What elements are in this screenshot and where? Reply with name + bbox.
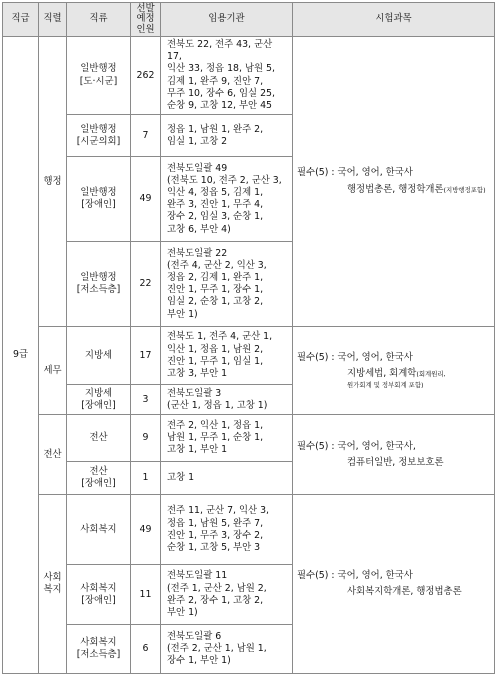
header-series: 직렬 [39,3,67,37]
table-row [3,327,495,385]
subjects-admin-note: (지방행정포함) [443,185,486,194]
header-grade: 직급 [3,3,39,37]
subjects-welfare-line1: 필수(5) : 국어, 영어, 한국사 [297,570,413,582]
subjects-welfare [293,495,495,674]
header-institutions: 임용기관 [161,3,293,37]
institutions-cell: 정읍 1, 남원 1, 완주 2, 임실 1, 고창 2 [161,115,293,157]
class-cell: 일반행정 [도·시군] [67,37,131,115]
institutions-cell: 전북도 22, 전주 43, 군산 17, 익산 33, 정읍 18, 남원 5, 김제 1, 완주 9, 진안 7, 무주 10, 장수 6, 임실 25, 순창 9, 고창 12, 부안 45 [161,37,293,115]
table-row [3,415,495,462]
header-row [3,3,495,37]
subjects-comp [293,415,495,495]
subjects-comp-line2: 컴퓨터일반, 정보보호론 [347,456,444,468]
series-admin: 행정 [39,37,67,327]
header-subjects: 시험과목 [293,3,495,37]
institutions-cell: 전주 11, 군산 7, 익산 3, 정읍 1, 남원 5, 완주 7, 진안 1, 무주 3, 장수 2, 순창 1, 고창 5, 부안 3 [161,495,293,565]
subjects-tax-line1: 필수(5) : 국어, 영어, 한국사 [297,351,413,363]
institutions-cell: 전북도일괄 11 (전주 1, 군산 2, 남원 2, 완주 2, 장수 1, 고창 2, 부안 1) [161,565,293,625]
grade-cell: 9급 [3,37,39,674]
class-cell: 전산 [장애인] [67,462,131,495]
institutions-cell: 전북도일괄 6 (전주 2, 군산 1, 남원 1, 장수 1, 부안 1) [161,625,293,674]
header-class: 직류 [67,3,131,37]
subjects-tax [293,327,495,415]
subjects-admin [293,37,495,327]
class-cell: 일반행정 [시군의회] [67,115,131,157]
institutions-cell: 전북도 1, 전주 4, 군산 1, 익산 1, 정읍 1, 남원 2, 진안 1, 무주 1, 임실 1, 고창 3, 부안 1 [161,327,293,385]
header-count: 선발 예정 인원 [131,3,161,37]
count-cell: 7 [131,115,161,157]
count-cell: 9 [131,415,161,462]
institutions-cell: 전북도일괄 3 (군산 1, 정읍 1, 고창 1) [161,385,293,415]
count-cell: 6 [131,625,161,674]
count-cell: 22 [131,242,161,327]
class-cell: 사회복지 [67,495,131,565]
series-welfare: 사회 복지 [39,495,67,674]
exam-table [2,2,495,674]
class-cell: 일반행정 [장애인] [67,157,131,242]
institutions-cell: 전북도일괄 49 (전북도 10, 전주 2, 군산 3, 익산 4, 정읍 5, 김제 1, 완주 3, 진안 1, 무주 4, 장수 2, 임실 3, 순창 1, 고창 6, 부안 4) [161,157,293,242]
class-cell: 전산 [67,415,131,462]
class-cell: 지방세 [장애인] [67,385,131,415]
subjects-comp-line1: 필수(5) : 국어, 영어, 한국사, [297,440,416,452]
subjects-welfare-line2: 사회복지학개론, 행정법총론 [347,586,462,598]
subjects-tax-note1: (회계원리, [416,369,446,378]
count-cell: 262 [131,37,161,115]
count-cell: 1 [131,462,161,495]
subjects-admin-line1: 필수(5) : 국어, 영어, 한국사 [297,167,413,179]
class-cell: 사회복지 [장애인] [67,565,131,625]
series-tax: 세무 [39,327,67,415]
subjects-tax-note2: 원가회계 및 정부회계 포함) [347,380,424,389]
class-cell: 지방세 [67,327,131,385]
count-cell: 3 [131,385,161,415]
class-cell: 일반행정 [저소득층] [67,242,131,327]
count-cell: 11 [131,565,161,625]
class-cell: 사회복지 [저소득층] [67,625,131,674]
institutions-cell: 고창 1 [161,462,293,495]
institutions-cell: 전북도일괄 22 (전주 4, 군산 2, 익산 3, 정읍 2, 김제 1, 완주 1, 진안 1, 무주 1, 장수 1, 임실 2, 순창 1, 고창 2, 부안 1) [161,242,293,327]
subjects-admin-line2: 행정법총론, 행정학개론(지방행정포함) [347,183,486,195]
count-cell: 49 [131,157,161,242]
count-cell: 17 [131,327,161,385]
subjects-tax-line2: 지방세법, 회계학(회계원리, [347,367,446,379]
table-row [3,495,495,565]
institutions-cell: 전주 2, 익산 1, 정읍 1, 남원 1, 무주 1, 순창 1, 고창 1, 부안 1 [161,415,293,462]
table-row [3,37,495,115]
count-cell: 49 [131,495,161,565]
series-comp: 전산 [39,415,67,495]
